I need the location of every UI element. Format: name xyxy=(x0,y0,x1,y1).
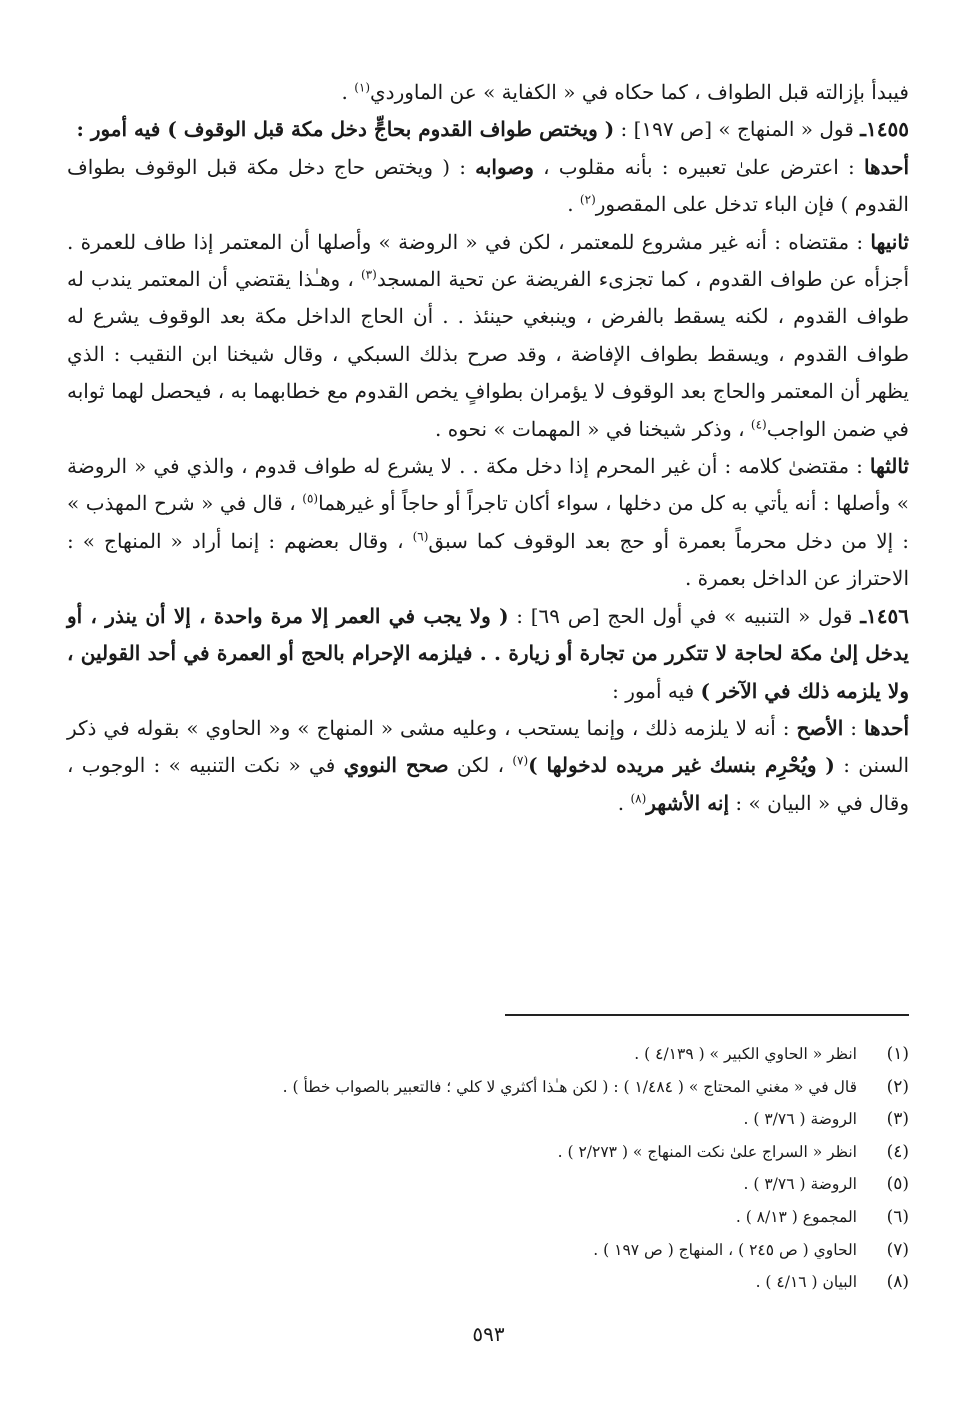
paragraph-1456 xyxy=(67,598,909,710)
text-run: . xyxy=(567,192,580,217)
footnotes-list xyxy=(67,1038,909,1299)
text-run: ، قال في « شرح المهذب » : إلا من دخل محرماً بعمرة أو حج بعد الوقوف كما سبق xyxy=(67,491,910,553)
paragraph-1455 xyxy=(67,111,909,148)
text-run: فيه أمور : xyxy=(612,678,701,703)
footnote-text: الروضة ( ٣/٧٦ ) . xyxy=(743,1110,857,1129)
footnote-text: انظر « السراج علىٰ نكت المنهاج » ( ٢/٢٧٣ ) . xyxy=(557,1142,857,1161)
keyword: صحح النووي xyxy=(343,753,449,778)
footnote-text: الروضة ( ٣/٧٦ ) . xyxy=(743,1175,857,1194)
text-run: قول « التنبيه » في أول الحج [ص ٦٩] : xyxy=(508,603,861,628)
entry-number: ١٤٥٥ـ xyxy=(860,117,909,142)
quoted-text: ( ولا يجب في العمر إلا مرة واحدة ، إلا أن ينذر ، أو يدخل إلىٰ مكة لحاجة لا تتكرر من تجارة أو زيارة . . فيلزمه الإحرام بالحج أو العمرة في أحد القولين ، ولا يلزمه ذلك في الآخر ) xyxy=(67,603,909,703)
footnote-text: المجموع ( ٨/١٣ ) . xyxy=(735,1207,857,1226)
footnote-number: (٧) xyxy=(886,1239,909,1260)
page-number: ٥٩٣ xyxy=(472,1322,505,1346)
footnote-ref[interactable]: (٨) xyxy=(630,791,647,806)
point-heading: أحدها xyxy=(863,715,909,740)
text-run: : مقتضاه : أنه غير مشروع للمعتمر ، لكن في « الروضة » وأصلها أن المعتمر إذا طاف للعمرة . أجزأه عن طواف القدوم ، كما تجزىء الفريضة عن تحية المسجد xyxy=(67,229,909,292)
footnote-text: الحاوي ( ص ٢٤٥ ) ، المنهاج ( ص ١٩٧ ) . xyxy=(593,1240,857,1259)
paragraph-continuation xyxy=(67,74,909,111)
text-run: . xyxy=(617,790,631,815)
text-run: : ( ويختص حاج دخل مكة قبل الوقوف بطواف القدوم ) فإن الباء تدخل على المقصور xyxy=(67,154,909,217)
keyword: وصوابه xyxy=(475,154,534,179)
text-run: في « نكت التنبيه » : الوجوب ، وقال في « البيان » : xyxy=(67,753,909,815)
footnote-number: (٤) xyxy=(886,1141,909,1162)
footnote-ref[interactable]: (٥) xyxy=(302,491,319,506)
paragraph-second-point xyxy=(67,224,909,448)
footnote-item xyxy=(67,1266,909,1299)
paragraph-first-point xyxy=(67,149,909,224)
footnote-number: (٨) xyxy=(886,1272,909,1293)
footnote-item xyxy=(67,1234,909,1267)
text-run: ، لكن xyxy=(448,753,513,778)
footnote-number: (٢) xyxy=(886,1076,909,1097)
footnote-item xyxy=(67,1071,909,1104)
footnote-text: البيان ( ٤/١٦ ) . xyxy=(755,1273,857,1292)
text-run: فيه أمور : xyxy=(76,117,168,142)
footnote-number: (٣) xyxy=(886,1109,909,1130)
paragraph-first-point-b xyxy=(67,710,909,822)
text-run: : xyxy=(843,715,864,740)
footnote-ref[interactable]: (٢) xyxy=(579,192,596,207)
footnote-ref[interactable]: (٤) xyxy=(750,417,767,431)
footnote-ref[interactable]: (٦) xyxy=(412,529,429,544)
text-run: ، وهـٰذا يقتضي أن المعتمر يندب له طواف القدوم ، لكنه يسقط بالفرض ، وينبغي حينئذ . . أن الحاج الداخل مكة بعد الوقوف يشرع له طواف القدوم ، ويسقط بطواف الإفاضة ، وقد صرح بذلك السبكي ، وقال شيخنا ابن النقيب : الذي يظهر أن المعتمر والحاج بعد الوقوف لا يؤمران بطوافٍ يخص القدوم مع خطابهما به ، فيحصل لهما ثوابه في ضمن الواجب xyxy=(67,267,910,441)
text-run: قول « المنهاج » [ص ١٩٧] : xyxy=(614,117,861,142)
footnote-number: (٦) xyxy=(886,1206,909,1227)
quoted-text: ( ويختص طواف القدوم بحاجٍّ دخل مكة قبل الوقوف ) xyxy=(167,117,615,142)
keyword: إنه الأشهر xyxy=(646,790,730,815)
point-heading: ثالثها xyxy=(869,454,909,479)
footnote-item xyxy=(67,1038,909,1071)
footnote-ref[interactable]: (١) xyxy=(354,80,371,95)
footnote-item xyxy=(67,1201,909,1234)
footnote-divider xyxy=(505,1014,909,1016)
paragraph-third-point xyxy=(67,448,909,598)
footnote-item xyxy=(67,1103,909,1136)
footnote-ref[interactable]: (٧) xyxy=(512,753,529,768)
text-run: : اعترض علىٰ تعبيره : بأنه مقلوب ، xyxy=(533,154,864,179)
footnote-item xyxy=(67,1136,909,1169)
footnote-number: (٥) xyxy=(886,1174,909,1195)
keyword: الأصح xyxy=(796,715,844,740)
text-run: : أنه لا يلزمه ذلك ، وإنما يستحب ، وعليه مشى « المنهاج » و« الحاوي » بقوله في ذكر السنن : xyxy=(67,715,909,778)
text-run: ، وقال بعضهم : إنما أراد « المنهاج » : الاحتراز عن الداخل بعمرة . xyxy=(67,528,909,591)
text-run: فيبدأ بإزالته قبل الطواف ، كما حكاه في « الكفاية » عن الماوردي xyxy=(370,80,909,104)
main-text xyxy=(67,74,909,822)
point-heading: ثانيها xyxy=(870,229,909,254)
entry-number: ١٤٥٦ـ xyxy=(860,603,910,628)
footnote-item xyxy=(67,1168,909,1201)
quoted-text: ( ويُحْرِم بنسك غير مريده لدخولها ) xyxy=(528,753,835,778)
text-run: ، وذكر شيخنا في « المهمات » نحوه . xyxy=(435,416,751,441)
text-run: . xyxy=(341,80,355,104)
footnote-text: انظر « الحاوي الكبير » ( ٤/١٣٩ ) . xyxy=(634,1045,857,1063)
point-heading: أحدها xyxy=(863,154,909,179)
footnote-number: (١) xyxy=(886,1044,909,1064)
footnote-ref[interactable]: (٣) xyxy=(360,267,377,282)
text-run: : مقتضىٰ كلامه : أن غير المحرم إذا دخل مكة . . لا يشرع له طواف قدوم ، والذي في « الروضة » وأصلها : أنه يأتي به كل من دخلها ، سواء أكان تاجراً أو حاجاً أو غيرهما xyxy=(67,454,909,516)
footnote-text: قال في « مغني المحتاج » ( ١/٤٨٤ ) : ( لكن هـٰذا أكثري لا كلي ؛ فالتعبير بالصواب خطأ ) . xyxy=(282,1077,857,1096)
